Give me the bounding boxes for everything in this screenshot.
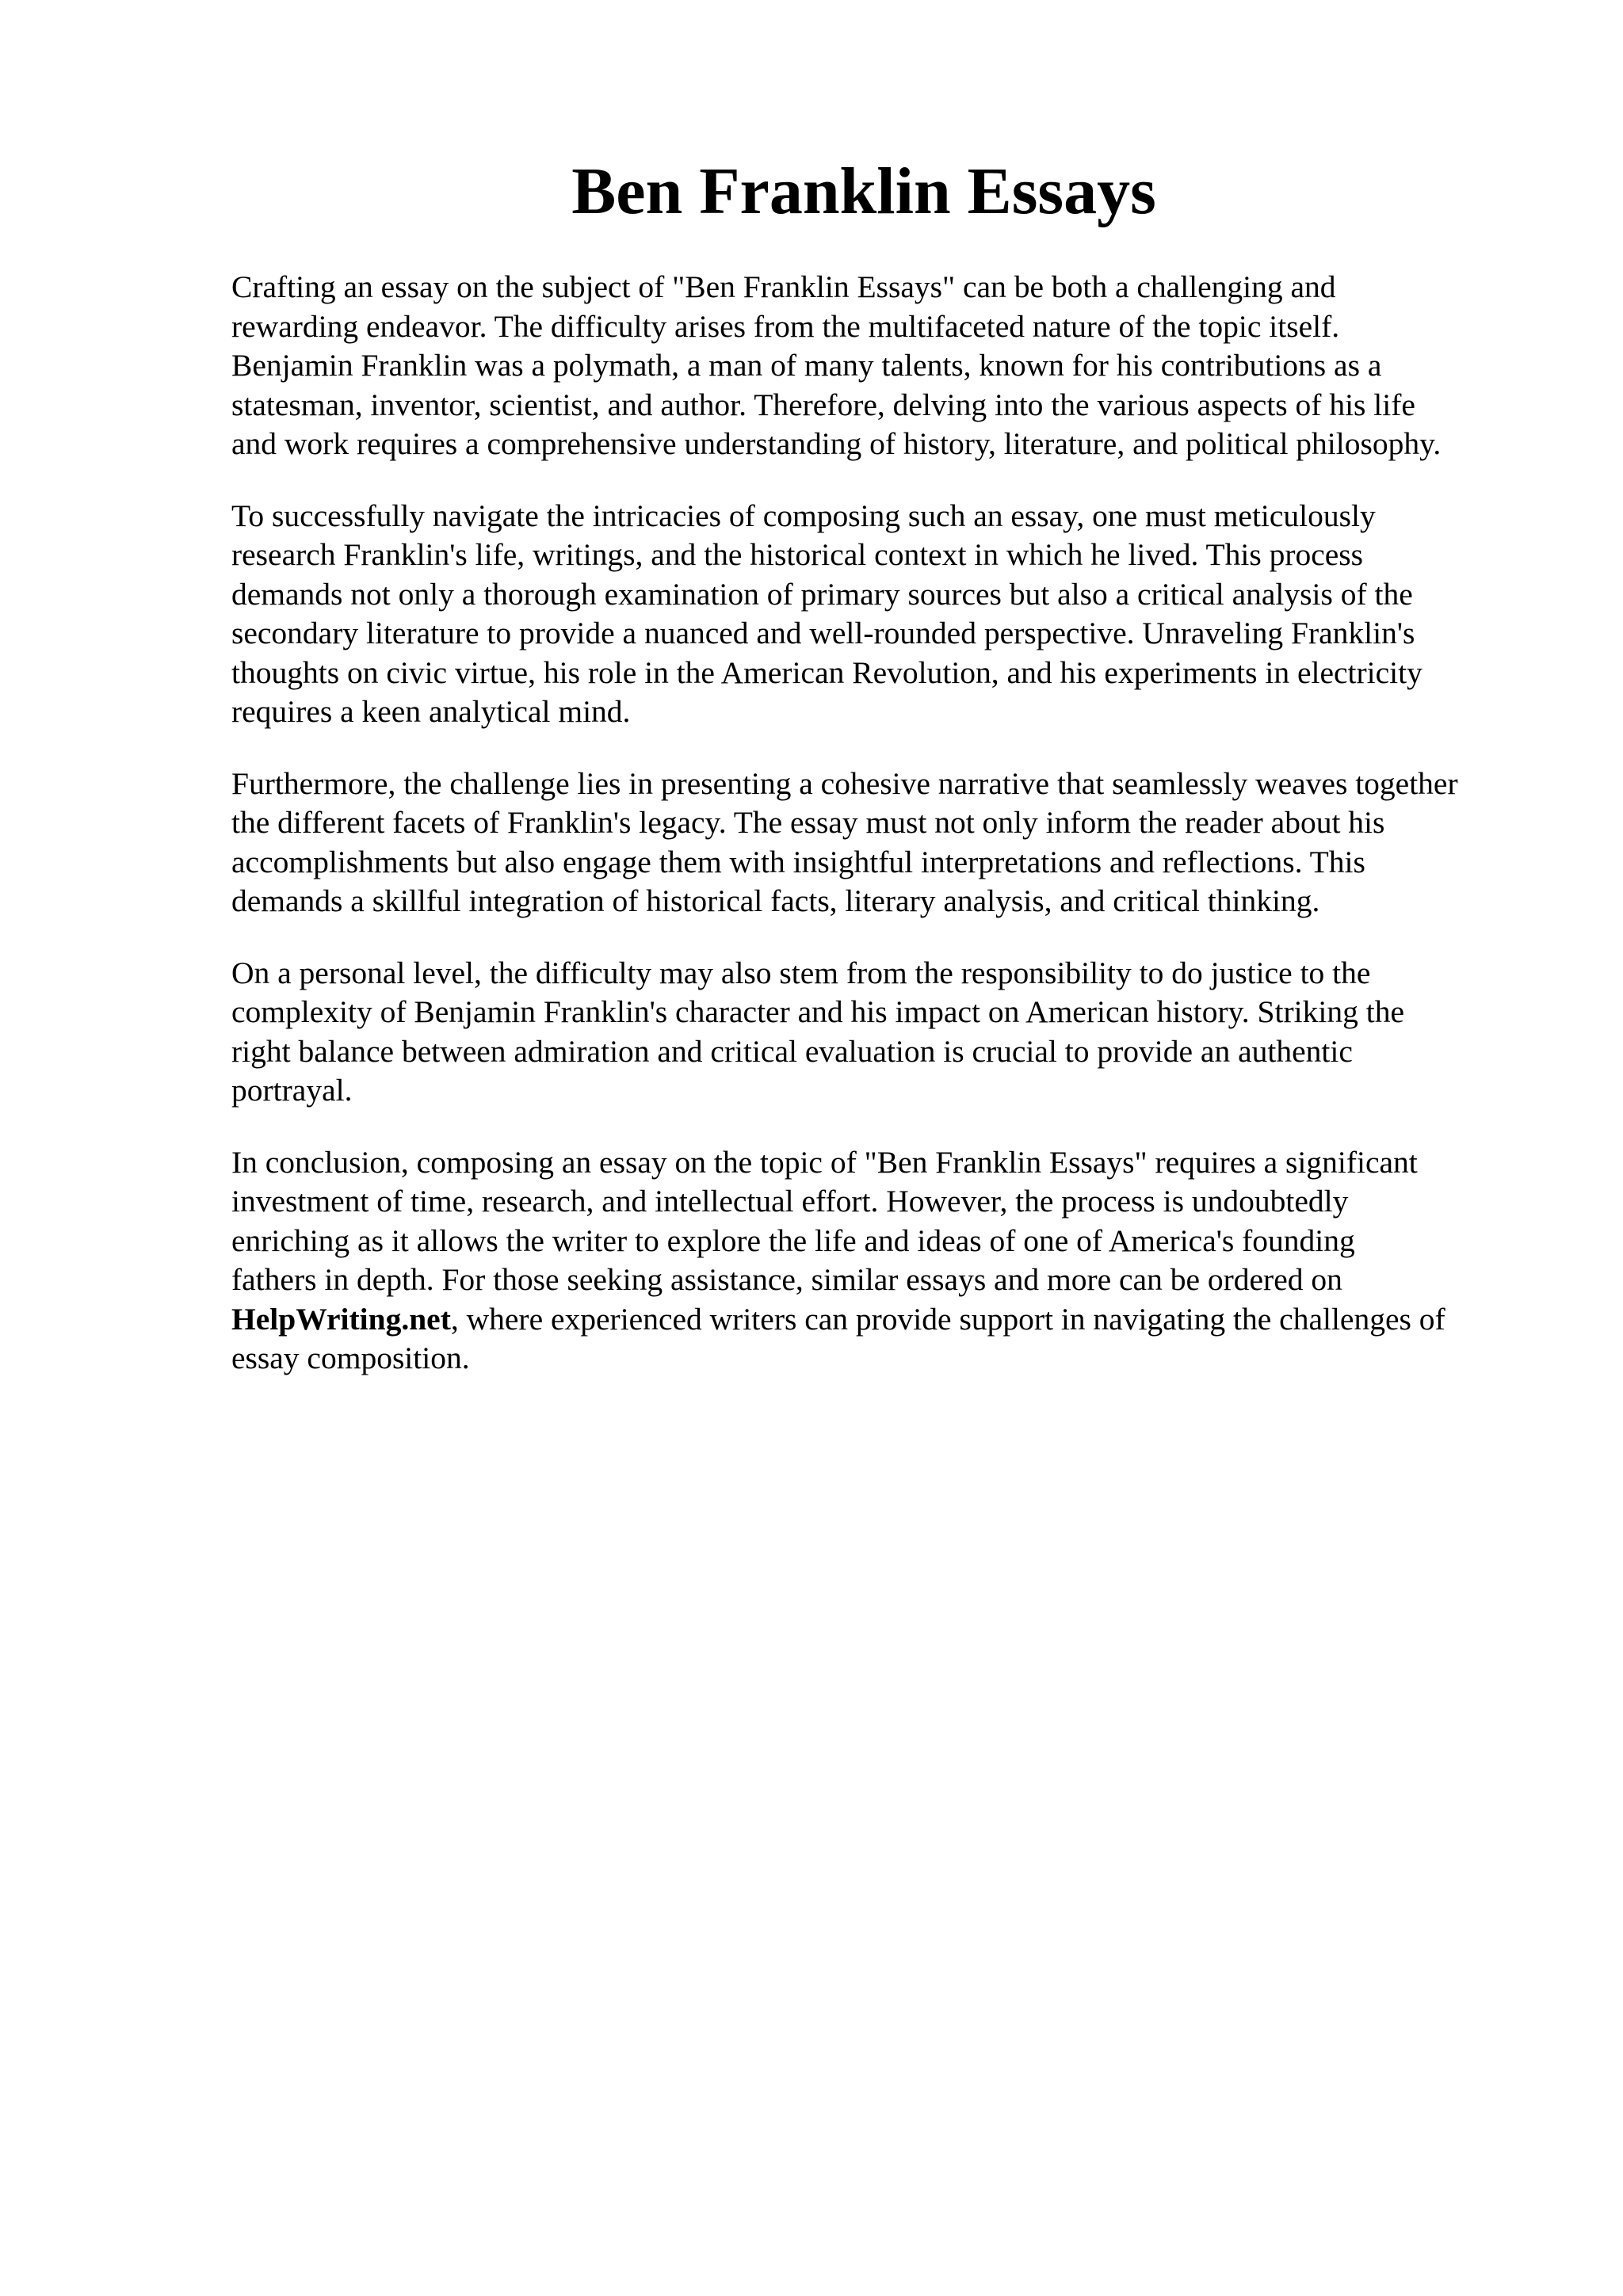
paragraph-5 [231,1143,1563,1379]
text-line [231,1300,1563,1340]
text-line: Benjamin Franklin was a polymath, a man of many talents, known for his contributions as a [231,348,1382,383]
text-line: right balance between admiration and critical evaluation is crucial to provide an authentic [231,1033,1353,1069]
helpwriting-brand-name: HelpWriting.net [231,1301,451,1337]
text-line: fathers in depth. For those seeking assistance, similar essays and more can be ordered on [231,1262,1342,1297]
paragraph-4 [231,954,1563,1111]
essay-body [231,268,1563,1411]
text-line: investment of time, research, and intellectual effort. However, the process is undoubtedly [231,1184,1349,1219]
text-line: On a personal level, the difficulty may also stem from the responsibility to do justice to the [231,955,1371,990]
text-line: rewarding endeavor. The difficulty arises from the multifaceted nature of the topic itself. [231,308,1340,344]
text-line: and work requires a comprehensive understanding of history, literature, and political philosophy. [231,426,1442,461]
text-line: research Franklin's life, writings, and the historical context in which he lived. This process [231,537,1364,572]
text-line: enriching as it allows the writer to explore the life and ideas of one of America's founding [231,1222,1355,1258]
text-line: portrayal. [231,1073,353,1108]
text-line: Crafting an essay on the subject of "Ben Franklin Essays" can be both a challenging and [231,269,1336,304]
text-line: In conclusion, composing an essay on the topic of "Ben Franklin Essays" requires a significant [231,1144,1418,1180]
paragraph-2 [231,497,1563,732]
paragraph-3 [231,765,1563,921]
text-line: accomplishments but also engage them with insightful interpretations and reflections. This [231,844,1365,879]
text-line: demands a skillful integration of historical facts, literary analysis, and critical thinking. [231,883,1320,918]
text-line: Furthermore, the challenge lies in presenting a cohesive narrative that seamlessly weaves together [231,765,1458,801]
text-line: thoughts on civic virtue, his role in the American Revolution, and his experiments in electricity [231,654,1423,690]
text-fragment: , where experienced writers can provide support in navigating the challenges of [450,1301,1445,1337]
text-line: To successfully navigate the intricacies of composing such an essay, one must meticulously [231,498,1376,533]
page-title: Ben Franklin Essays [571,154,1156,228]
paragraph-1 [231,268,1563,464]
text-line: secondary literature to provide a nuanced and well-rounded perspective. Unraveling Franklin's [231,616,1415,650]
text-line: requires a keen analytical mind. [231,694,631,729]
text-line: complexity of Benjamin Franklin's character and his impact on American history. Striking the [231,994,1404,1029]
text-line: the different facets of Franklin's legacy. The essay must not only inform the reader about his [231,805,1385,840]
text-line: statesman, inventor, scientist, and author. Therefore, delving into the various aspects of his life [231,387,1415,422]
text-line: essay composition. [231,1341,470,1375]
text-line: demands not only a thorough examination of primary sources but also a critical analysis of the [231,576,1413,612]
